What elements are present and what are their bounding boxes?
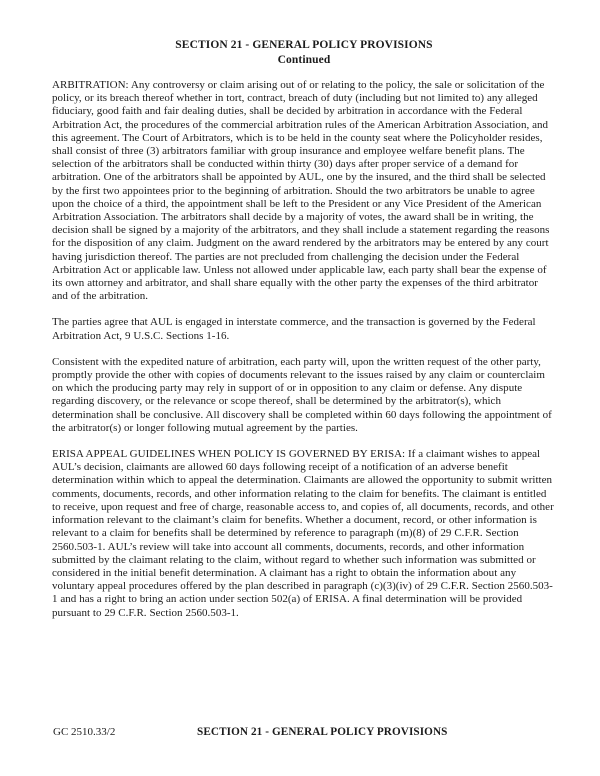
paragraph-arbitration: ARBITRATION: Any controversy or claim arising out of or relating to the policy, the sale or solicitation of the policy, or its breach thereof whether in tort, contract, breach of duty (including but not limited to) any alleged fiduciary, good faith and fair dealing duties, shall be decided by arbitration in accordance with the Federal Arbitration Act, the procedures of the commercial arbitration rules of the American Arbitration Association, and this agreement. The Court of Arbitrators, which is to be held in the county seat where the Policyholder resides, shall consist of three (3) arbitrators familiar with group insurance and employee welfare benefit plans. The selection of the arbitrators shall be conducted within thirty (30) days after proper service of a demand for arbitration. One of the arbitrators shall be appointed by AUL, one by the insured, and the third shall be selected by the first two appointees prior to the beginning of arbitration. Should the two arbitrators be unable to agree upon the choice of a third, the appointment shall be left to the President or any Vice President of the American Arbitration Association. The arbitrators shall decide by a majority of votes, the award shall be in writing, the decision shall be signed by a majority of the arbitrators, and they shall include a statement regarding the reasons for the disposition of any claim. Judgment on the award rendered by the arbitrators may be entered by any court having jurisdiction thereof. The parties are not precluded from challenging the decision under the Federal Arbitration Act or applicable law. Unless not allowed under applicable law, each party shall bear the expense of its own attorney and arbitrator, and shall share equally with the other party the expenses of the third arbitrator and of the arbitration. [52, 79, 550, 303]
paragraph-interstate-commerce: The parties agree that AUL is engaged in interstate commerce, and the transaction is governed by the Federal Arbitration Act, 9 U.S.C. Sections 1-16. [52, 316, 536, 342]
paragraph-discovery: Consistent with the expedited nature of arbitration, each party will, upon the written request of the other party, promptly provide the other with copies of documents relevant to the issues raised by any claim or counterclaim on which the producing party may rely in support of or in opposition to any claim or defense. Any dispute regarding discovery, or the relevance or scope thereof, shall be determined by the arbitrator(s), which determination shall be conclusive. All discovery shall be completed within 60 days following the appointment of the arbitrator(s) or longer following mutual agreement by the parties. [52, 355, 552, 434]
section-title: SECTION 21 - GENERAL POLICY PROVISIONS [175, 39, 433, 51]
paragraph-erisa-appeal: ERISA APPEAL GUIDELINES WHEN POLICY IS GOVERNED BY ERISA: If a claimant wishes to appeal AUL’s decision, claimants are allowed 60 days following receipt of a notification of an adverse benefit determination within which to appeal the determination. Claimants are allowed the opportunity to submit written comments, documents, records, and other information relating to the claim for benefits. The claimant is entitled to receive, upon request and free of charge, reasonable access to, and copies of, all documents, records, and other information relevant to the claimant’s claim for benefits. Whether a document, record, or other information is relevant to a claim for benefits shall be determined by reference to paragraph (m)(8) of 29 C.F.R. Section 2560.503-1. AUL’s review will take into account all comments, documents, records, and other information submitted by the claimant relating to the claim, without regard to whether such information was submitted or considered in the initial benefit determination. A claimant has a right to obtain the information about any voluntary appeal procedures offered by the plan described in paragraph (c)(3)(iv) of 29 C.F.R. Section 2560.503-1 and has a right to bring an action under section 502(a) of ERISA. A final determination will be provided pursuant to 29 C.F.R. Section 2560.503-1. [52, 448, 554, 619]
footer-section-title: SECTION 21 - GENERAL POLICY PROVISIONS [197, 726, 448, 738]
section-subtitle: Continued [277, 53, 331, 66]
page-footer [0, 726, 600, 742]
form-number: GC 2510.33/2 [53, 726, 116, 738]
section-header [52, 38, 556, 67]
